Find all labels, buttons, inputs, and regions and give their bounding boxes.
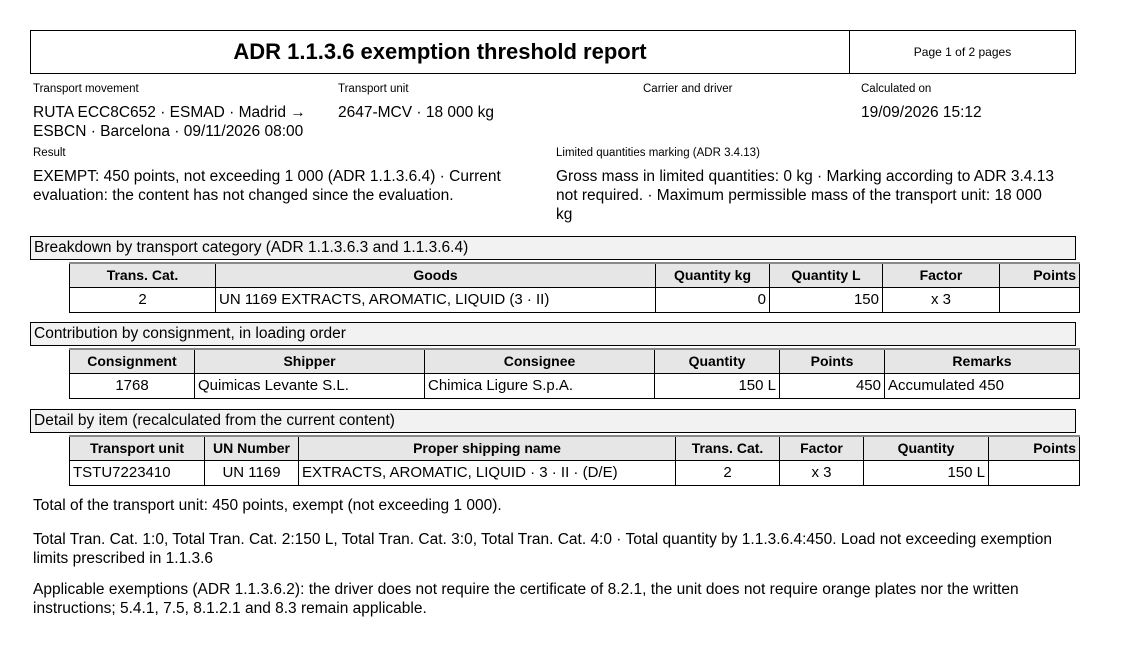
table-header-row (70, 436, 1080, 460)
column-header: Factor (883, 263, 1000, 287)
carrier-label: Carrier and driver (643, 83, 733, 95)
report-title: ADR 1.1.3.6 exemption threshold report (30, 30, 850, 74)
column-header: Trans. Cat. (676, 436, 780, 460)
column-header: Trans. Cat. (70, 263, 216, 287)
page-indicator: Page 1 of 2 pages (850, 30, 1076, 74)
transport-movement-label: Transport movement (33, 83, 139, 95)
cell: 150 L (864, 460, 989, 485)
result-value: EXEMPT: 450 points, not exceeding 1 000 (ADR 1.1.3.6.4) · Current evaluation: the content has not changed since the evaluation. (33, 168, 501, 204)
detail-section-title: Detail by item (recalculated from the current content) (30, 409, 1076, 433)
calculated-label: Calculated on (861, 83, 932, 95)
detail-table (69, 435, 1080, 486)
transport-unit-value: 2647-MCV · 18 000 kg (338, 104, 494, 121)
breakdown-section-title: Breakdown by transport category (ADR 1.1.3.6.3 and 1.1.3.6.4) (30, 236, 1076, 260)
table-row (70, 373, 1080, 398)
cell: Accumulated 450 (885, 373, 1080, 398)
lq-marking-value: Gross mass in limited quantities: 0 kg · Marking according to ADR 3.4.13 not required. · Maximum permissible mass of the transport unit: 18 000 kg (556, 168, 1054, 223)
cell: 150 L (655, 373, 780, 398)
column-header: UN Number (205, 436, 299, 460)
cell: 150 (770, 287, 883, 312)
cell (1000, 287, 1080, 312)
cell: EXTRACTS, AROMATIC, LIQUID · 3 · II · (D/E) (299, 460, 676, 485)
cell: 450 (780, 373, 885, 398)
table-row (70, 287, 1080, 312)
column-header: Points (780, 349, 885, 373)
table-header-row (70, 349, 1080, 373)
column-header: Factor (780, 436, 864, 460)
cell: 1768 (70, 373, 195, 398)
column-header: Transport unit (70, 436, 205, 460)
calculated-value: 19/09/2026 15:12 (861, 104, 982, 121)
column-header: Consignment (70, 349, 195, 373)
cell: x 3 (780, 460, 864, 485)
category-totals: Total Tran. Cat. 1:0, Total Tran. Cat. 2:150 L, Total Tran. Cat. 3:0, Total Tran. Cat. 4:0 · Total quantity by 1.1.3.6.4:450. Load not exceeding exemption limits prescribed in 1.1.3.6 (33, 531, 1053, 567)
transport-movement-value: RUTA ECC8C652 · ESMAD · Madrid → ESBCN · Barcelona · 09/11/2026 08:00 (33, 104, 306, 140)
lq-marking-label: Limited quantities marking (ADR 3.4.13) (556, 147, 760, 159)
cell: Chimica Ligure S.p.A. (425, 373, 655, 398)
column-header: Points (989, 436, 1080, 460)
table-row (70, 460, 1080, 485)
table-header-row (70, 263, 1080, 287)
column-header: Remarks (885, 349, 1080, 373)
cell: 0 (656, 287, 770, 312)
cell: TSTU7223410 (70, 460, 205, 485)
contribution-table (69, 348, 1080, 399)
cell: UN 1169 (205, 460, 299, 485)
cell (989, 460, 1080, 485)
column-header: Proper shipping name (299, 436, 676, 460)
column-header: Goods (216, 263, 656, 287)
total-summary: Total of the transport unit: 450 points, exempt (not exceeding 1 000). (33, 497, 502, 514)
cell: 2 (70, 287, 216, 312)
column-header: Quantity L (770, 263, 883, 287)
column-header: Quantity (864, 436, 989, 460)
transport-unit-label: Transport unit (338, 83, 409, 95)
column-header: Shipper (195, 349, 425, 373)
applicable-exemptions: Applicable exemptions (ADR 1.1.3.6.2): the driver does not require the certificate of 8.2.1, the unit does not require orange plates nor the written instructions; 5.4.1, 7.5, 8.1.2.1 and 8.3 remain applicable. (33, 581, 1019, 617)
cell: UN 1169 EXTRACTS, AROMATIC, LIQUID (3 · II) (216, 287, 656, 312)
cell: Quimicas Levante S.L. (195, 373, 425, 398)
contribution-section-title: Contribution by consignment, in loading order (30, 322, 1076, 346)
cell: x 3 (883, 287, 1000, 312)
breakdown-table (69, 262, 1080, 313)
column-header: Points (1000, 263, 1080, 287)
column-header: Quantity (655, 349, 780, 373)
column-header: Consignee (425, 349, 655, 373)
cell: 2 (676, 460, 780, 485)
column-header: Quantity kg (656, 263, 770, 287)
result-label: Result (33, 147, 66, 159)
